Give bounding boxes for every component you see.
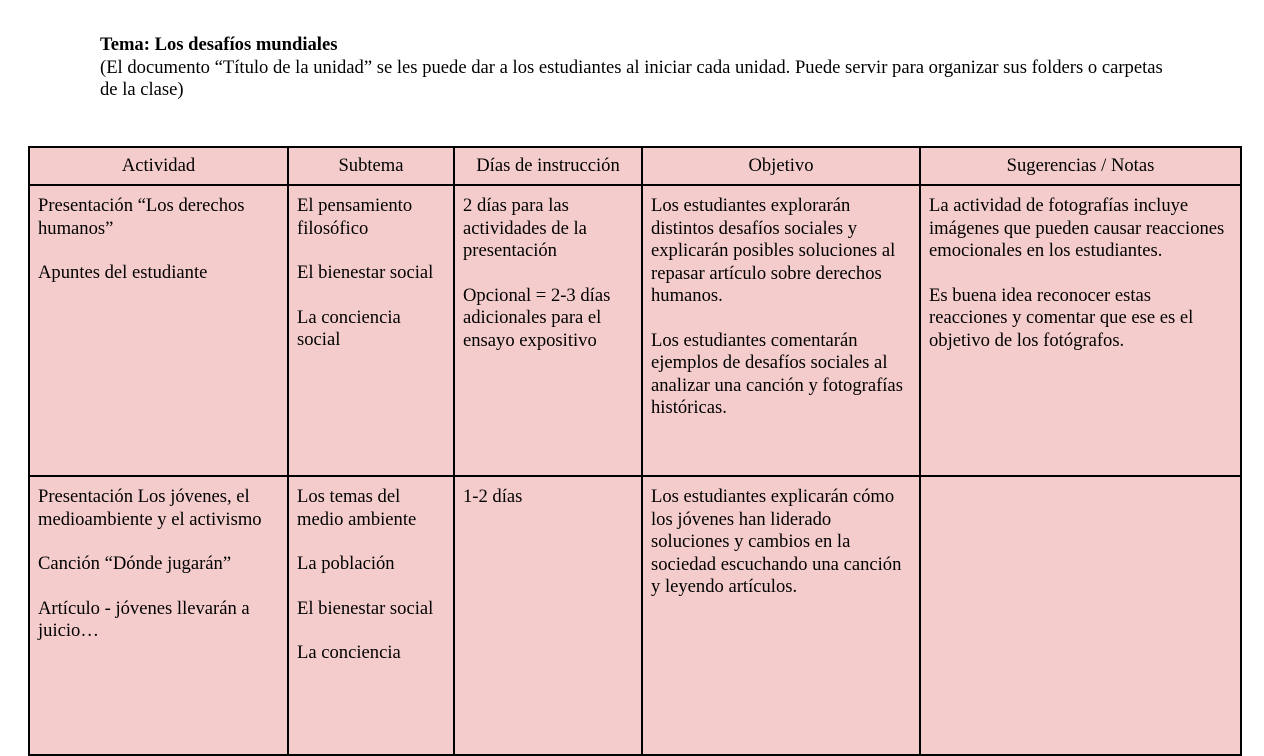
table-row xyxy=(29,476,1241,755)
cell-text: La conciencia xyxy=(297,642,401,663)
cell-text: Apuntes del estudiante xyxy=(38,262,208,283)
cell-text: Los estudiantes explicarán cómo los jóvenes han liderado soluciones y cambios en la sociedad escuchando una canción y leyendo artículos. xyxy=(651,486,902,597)
cell-text: Presentación “Los derechos humanos” xyxy=(38,195,245,239)
cell-text: 2 días para las actividades de la presentación xyxy=(463,195,587,261)
cell-actividad xyxy=(29,476,288,755)
cell-text: La población xyxy=(297,553,395,574)
column-header-actividad: Actividad xyxy=(29,147,288,185)
unit-description: (El documento “Título de la unidad” se les puede dar a los estudiantes al iniciar cada unidad. Puede servir para organizar sus folders o carpetas de la clase) xyxy=(100,56,1163,100)
cell-notas xyxy=(920,476,1241,755)
cell-objetivo xyxy=(642,185,920,476)
column-header-subtema: Subtema xyxy=(288,147,454,185)
table-row xyxy=(29,185,1241,476)
document-header xyxy=(100,34,1180,102)
cell-text: La actividad de fotografías incluye imágenes que pueden causar reacciones emocionales en los estudiantes. xyxy=(929,195,1225,261)
cell-text: Presentación Los jóvenes, el medioambiente y el activismo xyxy=(38,486,262,530)
cell-text: Los estudiantes comentarán ejemplos de desafíos sociales al analizar una canción y fotografías históricas. xyxy=(651,329,903,418)
cell-dias xyxy=(454,185,642,476)
cell-text: El bienestar social xyxy=(297,262,434,283)
cell-text: Canción “Dónde jugarán” xyxy=(38,553,232,574)
column-header-objetivo: Objetivo xyxy=(642,147,920,185)
cell-objetivo xyxy=(642,476,920,755)
column-header-notas: Sugerencias / Notas xyxy=(920,147,1241,185)
cell-subtema xyxy=(288,185,454,476)
cell-notas xyxy=(920,185,1241,476)
table-header-row xyxy=(29,147,1241,185)
column-header-dias: Días de instrucción xyxy=(454,147,642,185)
cell-text: La conciencia social xyxy=(297,306,401,350)
cell-text: El pensamiento filosófico xyxy=(297,195,413,239)
cell-text: Artículo - jóvenes llevarán a juicio… xyxy=(38,597,250,641)
cell-actividad xyxy=(29,185,288,476)
cell-text: Es buena idea reconocer estas reacciones y comentar que ese es el objetivo de los fotógrafos. xyxy=(929,284,1194,351)
cell-text: 1-2 días xyxy=(463,486,523,507)
cell-subtema xyxy=(288,476,454,755)
cell-text: El bienestar social xyxy=(297,597,434,619)
unit-title: Tema: Los desafíos mundiales xyxy=(100,34,338,55)
cell-dias xyxy=(454,476,642,755)
cell-text: Los temas del medio ambiente xyxy=(297,486,417,530)
cell-text: Opcional = 2-3 días adicionales para el ensayo expositivo xyxy=(463,284,611,351)
unit-plan-table xyxy=(28,146,1242,756)
cell-text: Los estudiantes explorarán distintos desafíos sociales y explicarán posibles soluciones al repasar artículo sobre derechos humanos. xyxy=(651,195,896,306)
